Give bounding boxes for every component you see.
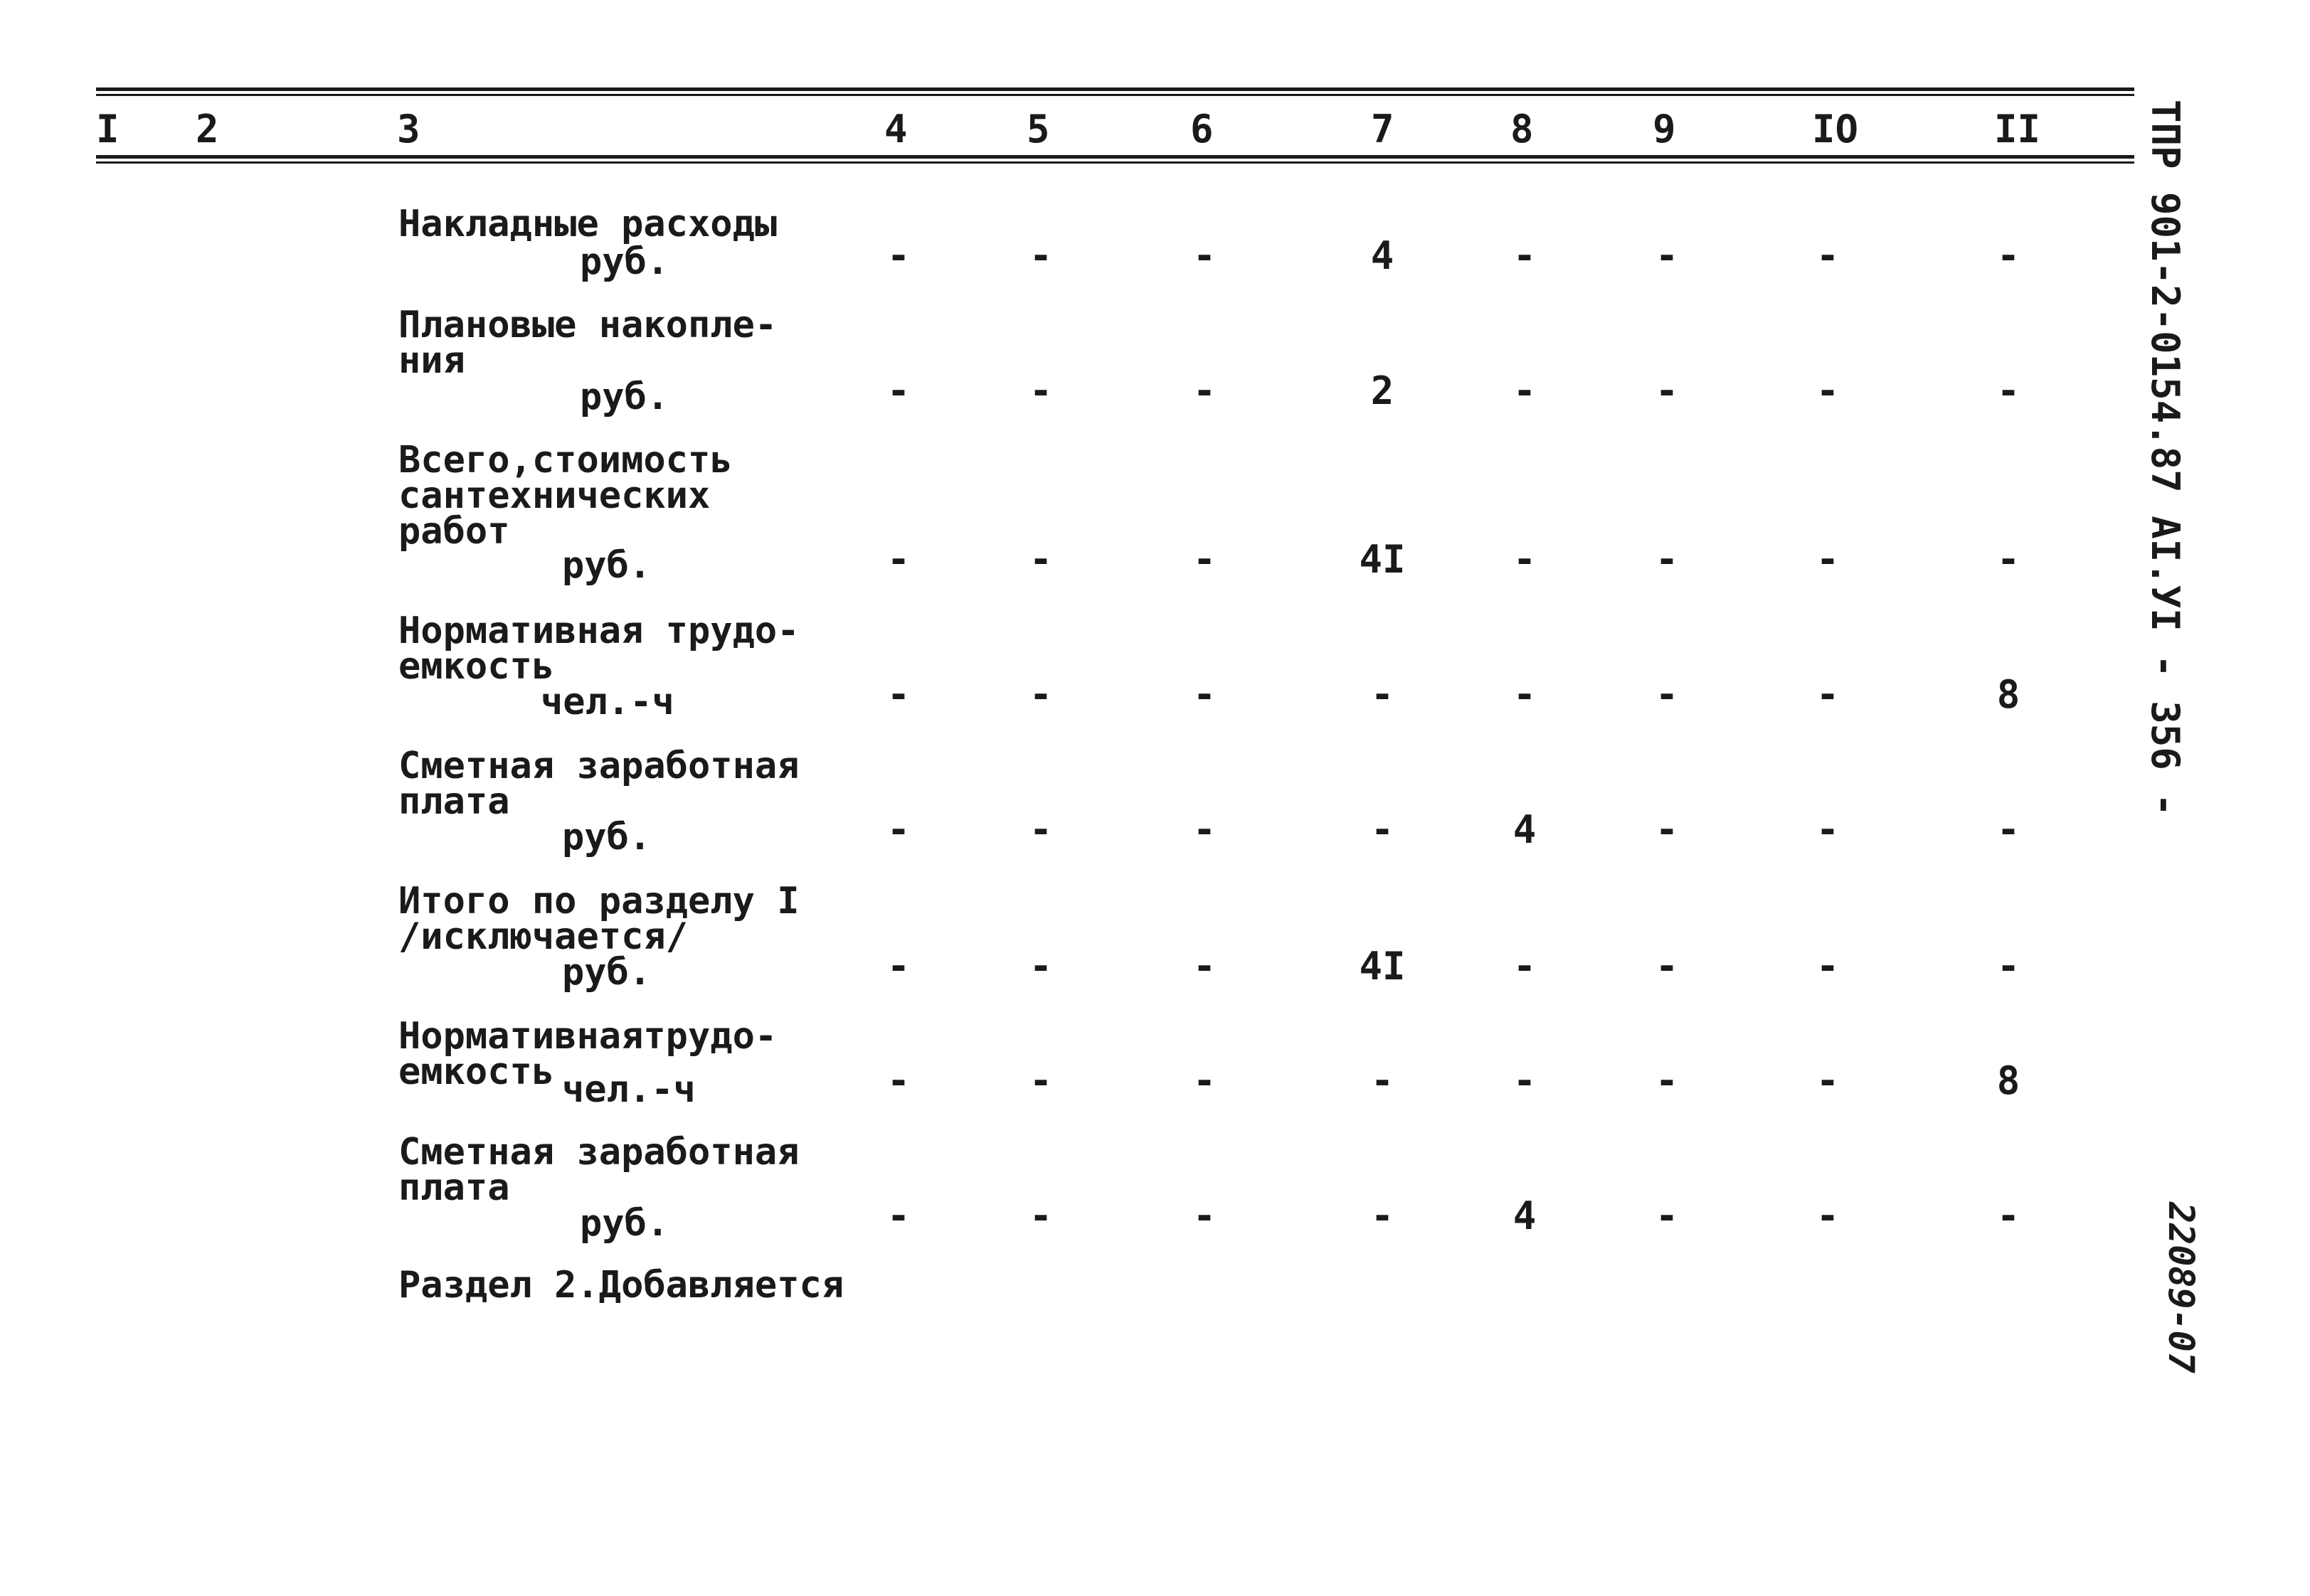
cell-r4-c10: - <box>1816 672 1840 717</box>
cell-r6-c10: - <box>1816 944 1840 989</box>
cell-r5-c7: - <box>1370 807 1394 852</box>
cell-r2-c7: 2 <box>1370 368 1394 413</box>
cell-r5-c6: - <box>1192 807 1217 852</box>
cell-r3-c7: 4I <box>1359 537 1406 582</box>
cell-r3-c9: - <box>1655 537 1679 582</box>
corner-number: 22089-07 <box>2161 1202 2202 1373</box>
cell-r4-c7: - <box>1370 672 1394 717</box>
row-label-3: Всего,стоимость сантехнических работ <box>398 439 733 553</box>
header-rule <box>96 155 2134 159</box>
cell-r7-c9: - <box>1655 1058 1679 1103</box>
cell-r1-c8: - <box>1512 233 1537 278</box>
cell-r7-c10: - <box>1816 1058 1840 1103</box>
cell-r3-c6: - <box>1192 537 1217 582</box>
section-note: Раздел 2.Добавляется <box>398 1264 844 1307</box>
cell-r5-c4: - <box>886 807 911 852</box>
cell-r1-c9: - <box>1655 233 1679 278</box>
cell-r1-c5: - <box>1029 233 1053 278</box>
col-header-9: 9 <box>1653 107 1676 151</box>
top-rule <box>96 87 2134 91</box>
cell-r5-c5: - <box>1029 807 1053 852</box>
row-label-7: Нормативнаятрудо- емкость <box>398 1015 778 1093</box>
row-unit-8: руб. <box>580 1202 669 1245</box>
top-rule-thin <box>96 94 2134 96</box>
cell-r2-c10: - <box>1816 368 1840 413</box>
cell-r3-c11: - <box>1996 537 2020 582</box>
cell-r2-c4: - <box>886 368 911 413</box>
cell-r6-c5: - <box>1029 944 1053 989</box>
cell-r8-c10: - <box>1816 1193 1840 1238</box>
row-unit-3: руб. <box>562 544 652 587</box>
cell-r1-c6: - <box>1192 233 1217 278</box>
cell-r1-c11: - <box>1996 233 2020 278</box>
row-unit-1: руб. <box>580 240 669 283</box>
cell-r6-c9: - <box>1655 944 1679 989</box>
cell-r3-c10: - <box>1816 537 1840 582</box>
row-unit-5: руб. <box>562 816 652 858</box>
cell-r6-c4: - <box>886 944 911 989</box>
cell-r3-c4: - <box>886 537 911 582</box>
header-rule-thin <box>96 161 2134 164</box>
col-header-3: 3 <box>397 107 420 151</box>
cell-r2-c9: - <box>1655 368 1679 413</box>
cell-r7-c8: - <box>1512 1058 1537 1103</box>
cell-r4-c6: - <box>1192 672 1217 717</box>
cell-r4-c11: 8 <box>1996 672 2020 717</box>
col-header-5: 5 <box>1027 107 1050 151</box>
col-header-8: 8 <box>1510 107 1534 151</box>
row-label-1: Накладные расходы <box>398 203 778 245</box>
cell-r6-c6: - <box>1192 944 1217 989</box>
cell-r5-c11: - <box>1996 807 2020 852</box>
cell-r8-c11: - <box>1996 1193 2020 1238</box>
row-label-5: Сметная заработная плата <box>398 745 800 823</box>
cell-r6-c7: 4I <box>1359 944 1406 989</box>
row-unit-7: чел.-ч <box>562 1068 696 1111</box>
cell-r1-c10: - <box>1816 233 1840 278</box>
row-unit-4: чел.-ч <box>541 681 674 723</box>
cell-r8-c9: - <box>1655 1193 1679 1238</box>
col-header-6: 6 <box>1190 107 1214 151</box>
cell-r7-c6: - <box>1192 1058 1217 1103</box>
row-label-4: Нормативная трудо- емкость <box>398 610 800 688</box>
col-header-11: II <box>1994 107 2041 151</box>
cell-r2-c11: - <box>1996 368 2020 413</box>
col-header-4: 4 <box>884 107 908 151</box>
cell-r7-c5: - <box>1029 1058 1053 1103</box>
cell-r2-c6: - <box>1192 368 1217 413</box>
cell-r1-c4: - <box>886 233 911 278</box>
cell-r3-c8: - <box>1512 537 1537 582</box>
row-label-2: Плановые накопле- ния <box>398 304 778 382</box>
cell-r8-c4: - <box>886 1193 911 1238</box>
cell-r5-c9: - <box>1655 807 1679 852</box>
cell-r4-c4: - <box>886 672 911 717</box>
cell-r1-c7: 4 <box>1370 233 1394 278</box>
cell-r8-c8: 4 <box>1512 1193 1537 1238</box>
row-unit-6: руб. <box>562 951 652 994</box>
row-label-6: Итого по разделу I /исключается/ <box>398 880 800 958</box>
col-header-1: I <box>96 107 120 151</box>
col-header-2: 2 <box>196 107 219 151</box>
cell-r7-c11: 8 <box>1996 1058 2020 1103</box>
col-header-10: IO <box>1812 107 1859 151</box>
cell-r2-c5: - <box>1029 368 1053 413</box>
cell-r6-c8: - <box>1512 944 1537 989</box>
col-header-7: 7 <box>1371 107 1394 151</box>
row-unit-2: руб. <box>580 376 669 418</box>
cell-r7-c7: - <box>1370 1058 1394 1103</box>
cell-r4-c8: - <box>1512 672 1537 717</box>
cell-r7-c4: - <box>886 1058 911 1103</box>
cell-r4-c9: - <box>1655 672 1679 717</box>
row-label-8: Сметная заработная плата <box>398 1131 800 1209</box>
cell-r8-c7: - <box>1370 1193 1394 1238</box>
cell-r5-c8: 4 <box>1512 807 1537 852</box>
cell-r8-c6: - <box>1192 1193 1217 1238</box>
side-document-code: ТПР 901-2-0154.87 АI.УI - 356 - <box>2143 100 2188 816</box>
cell-r6-c11: - <box>1996 944 2020 989</box>
cell-r3-c5: - <box>1029 537 1053 582</box>
cell-r8-c5: - <box>1029 1193 1053 1238</box>
cell-r5-c10: - <box>1816 807 1840 852</box>
cell-r4-c5: - <box>1029 672 1053 717</box>
cell-r2-c8: - <box>1512 368 1537 413</box>
